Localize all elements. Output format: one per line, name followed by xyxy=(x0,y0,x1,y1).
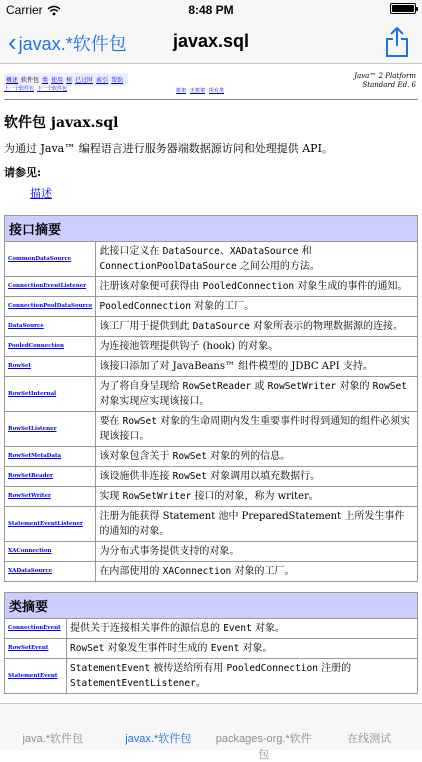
javadoc-prev-next-link[interactable]: 下一个软件包 xyxy=(37,86,67,92)
type-description: 为分布式事务提供支持的对象。 xyxy=(96,542,418,562)
tab-item[interactable]: java.*软件包 xyxy=(0,704,106,750)
type-description: 注册为能获得 Statement 池中 PreparedStatement 上所发生事件的通知的对象。 xyxy=(96,507,418,542)
navigation-bar xyxy=(0,20,422,64)
type-description: 注册该对象便可获得由 PooledConnection 对象生成的事件的通知。 xyxy=(96,277,418,297)
back-button-label: javax.*软件包 xyxy=(19,30,127,56)
type-description: RowSet 对象发生事件时生成的 Event 对象。 xyxy=(67,639,418,659)
class-summary-table xyxy=(4,592,418,694)
divider xyxy=(4,99,418,100)
table-row xyxy=(5,412,418,447)
type-link[interactable]: XAConnection xyxy=(5,542,96,562)
type-description: PooledConnection 对象的工厂。 xyxy=(96,297,418,317)
table-row xyxy=(5,467,418,487)
table-row xyxy=(5,377,418,412)
table-row xyxy=(5,507,418,542)
javadoc-header xyxy=(4,69,418,97)
type-link[interactable]: RowSet xyxy=(5,357,96,377)
table-row xyxy=(5,447,418,467)
package-title: 软件包 javax.sql xyxy=(4,112,418,132)
type-link[interactable]: ConnectionEvent xyxy=(5,619,67,639)
type-link[interactable]: DataSource xyxy=(5,317,96,337)
tab-item[interactable]: 在线测试 xyxy=(317,704,422,750)
brand-line1: Java™ 2 Platform xyxy=(354,72,416,81)
see-also-link[interactable]: 描述 xyxy=(30,185,52,201)
javadoc-prev-next xyxy=(4,85,70,92)
javadoc-nav-link[interactable]: 已过时 xyxy=(75,77,93,84)
type-description: 实现 RowSetWriter 接口的对象，称为 writer。 xyxy=(96,487,418,507)
type-description: 此接口定义在 DataSource、XADataSource 和 ConnectionPoolDataSource 之间公用的方法。 xyxy=(96,242,418,277)
tab-item[interactable]: javax.*软件包 xyxy=(106,704,212,750)
interface-summary-table xyxy=(4,215,418,582)
type-link[interactable]: PooledConnection xyxy=(5,337,96,357)
type-description: 该对象包含关于 RowSet 对象的列的信息。 xyxy=(96,447,418,467)
javadoc-nav-link[interactable]: 树 xyxy=(66,77,72,84)
type-link[interactable]: RowSetEvent xyxy=(5,639,67,659)
javadoc-frame-link[interactable]: 所有类 xyxy=(209,88,224,94)
type-description: 该设施供非连接 RowSet 对象调用以填充数据行。 xyxy=(96,467,418,487)
type-link[interactable]: RowSetMetaData xyxy=(5,447,96,467)
interface-summary-header: 接口摘要 xyxy=(5,216,418,242)
type-link[interactable]: RowSetReader xyxy=(5,467,96,487)
chevron-left-icon: ‹ xyxy=(8,32,17,52)
type-link[interactable]: RowSetInternal xyxy=(5,377,96,412)
javadoc-prev-next-link[interactable]: 上一个软件包 xyxy=(4,86,34,92)
javadoc-frame-link[interactable]: 框架 xyxy=(176,88,186,94)
type-description: 提供关于连接相关事件的源信息的 Event 对象。 xyxy=(67,619,418,639)
page-title: javax.sql xyxy=(0,31,422,52)
type-link[interactable]: ConnectionEventListener xyxy=(5,277,96,297)
table-row xyxy=(5,639,418,659)
type-link[interactable]: RowSetListener xyxy=(5,412,96,447)
javadoc-nav-link[interactable]: 概述 xyxy=(6,77,18,84)
type-description: 为连接池管理提供钩子 (hook) 的对象。 xyxy=(96,337,418,357)
type-description: 在内部使用的 XAConnection 对象的工厂。 xyxy=(96,562,418,582)
type-link[interactable]: StatementEventListener xyxy=(5,507,96,542)
javadoc-nav-link[interactable]: 索引 xyxy=(96,77,108,84)
type-description: StatementEvent 被传送给所有用 PooledConnection 注册的 StatementEventListener。 xyxy=(67,659,418,694)
battery-icon xyxy=(390,3,416,14)
tab-bar xyxy=(0,703,422,750)
status-time: 8:48 PM xyxy=(0,3,422,17)
platform-brand xyxy=(354,72,416,90)
status-bar xyxy=(0,0,422,20)
javadoc-nav-link[interactable]: 帮助 xyxy=(111,77,123,84)
table-row xyxy=(5,542,418,562)
table-row xyxy=(5,562,418,582)
type-link[interactable]: XADataSource xyxy=(5,562,96,582)
type-description: 要在 RowSet 对象的生命周期内发生重要事件时得到通知的组件必须实现该接口。 xyxy=(96,412,418,447)
javadoc-nav-link: 软件包 xyxy=(21,77,39,84)
type-link[interactable]: CommonDataSource xyxy=(5,242,96,277)
brand-line2: Standard Ed. 6 xyxy=(354,81,416,90)
table-row xyxy=(5,242,418,277)
class-summary-header: 类摘要 xyxy=(5,593,418,619)
battery-fill xyxy=(392,5,414,12)
web-content[interactable] xyxy=(0,65,422,703)
javadoc-nav-link[interactable]: 类 xyxy=(42,77,48,84)
javadoc-nav-link[interactable]: 使用 xyxy=(51,77,63,84)
table-row xyxy=(5,487,418,507)
table-row xyxy=(5,337,418,357)
type-link[interactable]: StatementEvent xyxy=(5,659,67,694)
package-description: 为通过 Java™ 编程语言进行服务器端数据源访问和处理提供 API。 xyxy=(4,140,418,156)
type-description: 为了将自身呈现给 RowSetReader 或 RowSetWriter 对象的 RowSet 对象实现应实现该接口。 xyxy=(96,377,418,412)
table-row xyxy=(5,317,418,337)
javadoc-frame-links xyxy=(176,87,228,94)
carrier-label: Carrier xyxy=(6,3,43,17)
type-link[interactable]: RowSetWriter xyxy=(5,487,96,507)
javadoc-frame-link[interactable]: 无框架 xyxy=(190,88,205,94)
table-row xyxy=(5,277,418,297)
type-description: 该接口添加了对 JavaBeans™ 组件模型的 JDBC API 支持。 xyxy=(96,357,418,377)
table-row xyxy=(5,297,418,317)
table-row xyxy=(5,619,418,639)
share-icon[interactable] xyxy=(384,26,410,58)
table-row xyxy=(5,357,418,377)
tab-item[interactable]: packages-org.*软件包 xyxy=(211,704,317,750)
see-also-label: 请参见: xyxy=(4,164,418,180)
type-link[interactable]: ConnectionPoolDataSource xyxy=(5,297,96,317)
table-row xyxy=(5,659,418,694)
type-description: 该工厂用于提供到此 DataSource 对象所表示的物理数据源的连接。 xyxy=(96,317,418,337)
status-right xyxy=(390,3,416,14)
